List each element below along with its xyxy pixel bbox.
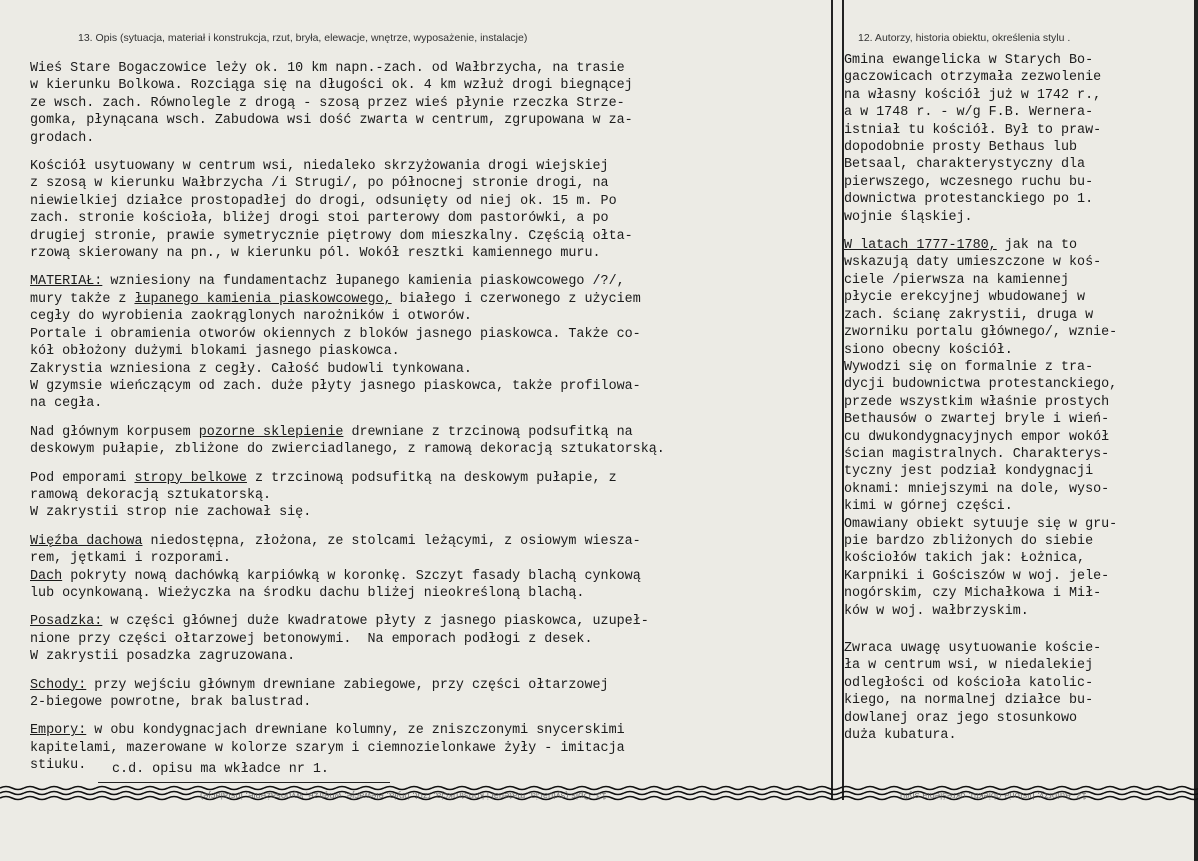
text-line: gomka, płynącana wsch. Zabudowa wsi dość zwarta w centrum, zgrupowana w za- — [30, 113, 633, 129]
text-line: zworniku portalu głównego/, wznie- — [844, 325, 1118, 341]
text-line: w kierunku Bolkowa. Rozciąga się na długości ok. 4 km wzłuż drogi biegnącej — [30, 78, 633, 94]
text-line — [30, 291, 830, 308]
text-run: mury także z — [30, 291, 135, 307]
text-line: Omawiany obiekt sytuuje się w gru- — [844, 516, 1118, 532]
text-line: nione przy części ołtarzowej betonowymi. Na emporach podłogi z desek. — [30, 631, 593, 647]
text-line — [30, 677, 830, 694]
text-line: downictwa protestanckiego po 1. — [844, 192, 1094, 208]
text-line: Wywodzi się on formalnie z tra- — [844, 359, 1094, 375]
text-run: Pod emporami — [30, 470, 135, 486]
paragraph-material — [30, 273, 830, 412]
text-line: na cegła. — [30, 396, 103, 412]
paragraph-roof — [30, 533, 830, 603]
text-line: zach. ścianę zakrystii, druga w — [844, 307, 1094, 323]
underlined-phrase: Empory: — [30, 723, 87, 739]
paragraph-stairs — [30, 677, 830, 712]
continuation-note: c.d. opisu ma wkładce nr 1. — [112, 762, 329, 777]
text-line: pie bardzo zbliżonych do siebie — [844, 533, 1094, 549]
paragraph-location — [30, 60, 830, 147]
text-line: a w 1748 r. - w/g F.B. Wernera- — [844, 105, 1094, 121]
text-line: ścian magistralnych. Charakterys- — [844, 446, 1110, 462]
paragraph-situation — [30, 158, 830, 262]
text-line: Bethausów o zwartej bryle i wień- — [844, 412, 1110, 428]
text-line: płycie erekcyjnej wbudowanej w — [844, 290, 1086, 306]
text-line: gaczowicach otrzymała zezwolenie — [844, 70, 1102, 86]
underlined-phrase: Więźba dachowa — [30, 533, 143, 549]
text-line: przede wszystkim właśnie prostych — [844, 394, 1110, 410]
text-run: niedostępna, złożona, ze stolcami leżącymi, z osiowym wieszа- — [142, 533, 641, 549]
underlined-phrase: pozorne sklepienie — [198, 424, 344, 440]
text-line: 2-biegowe powrotne, brak balustrad. — [30, 695, 312, 710]
history-column — [844, 52, 1196, 755]
text-line: deskowym pułapie, zbliżone do zwierciadlanego, z ramową dekoracją sztukatorską. — [30, 442, 665, 458]
text-line — [30, 273, 830, 290]
text-line: Gmina ewangelicka w Starych Bo- — [844, 53, 1094, 68]
continuation-underline — [98, 782, 390, 783]
text-line: kimi w górnej części. — [844, 499, 1013, 515]
text-line: ramową dekoracją sztukatorską. — [30, 487, 272, 503]
paragraph-ceilings — [30, 470, 830, 522]
text-run: Nad głównym korpusem — [30, 424, 199, 440]
text-line: cegły do wyrobienia zaokrąglonych narożników i otworów. — [30, 309, 472, 325]
text-line: Karpniki i Gościszów w woj. jele- — [844, 568, 1110, 584]
text-run: drewniane z trzcinową podsufitką na — [343, 424, 633, 440]
text-line: ła w centrum wsi, w niedalekiej — [844, 658, 1094, 674]
text-line: dycji budownictwa protestanckiego, — [844, 377, 1118, 393]
text-run: jak na to — [996, 238, 1078, 254]
text-line: kół obłożony dużymi blokami jasnego piaskowca. — [30, 344, 400, 360]
paragraph-vault — [30, 424, 830, 459]
text-line: wojnie śląskiej. — [844, 209, 973, 225]
text-line: dopodobnie prosty Bethaus lub — [844, 140, 1078, 156]
text-line: W zakrystii posadzka zagruzowana. — [30, 649, 296, 665]
material-label: MATERIAŁ: — [30, 274, 103, 290]
text-line: Wieś Stare Bogaczowice leży ok. 10 km napn.-zach. od Wałbrzycha, na trasie — [30, 61, 625, 76]
description-column — [30, 60, 830, 786]
text-line: zach. stronie kościoła, bliżej drogi stoi parterowy dom pastorówki, a po — [30, 211, 609, 227]
text-line: grodach. — [30, 130, 95, 146]
text-run: z trzcinową podsufitką na deskowym pułapie, z — [246, 470, 617, 486]
text-run: pokryty nową dachówką karpiówką w koronkę. Szczyt fasady blachą cynkową — [62, 568, 641, 584]
text-line: Zwraca uwagę usytuowanie koście- — [844, 641, 1102, 656]
text-line: W gzymsie wieńczącym od zach. duże płyty jasnego piaskowca, także profilowa- — [30, 378, 641, 394]
text-line: na własny kościół już w 1742 r., — [844, 87, 1102, 103]
paragraph-history-origin — [844, 52, 1196, 226]
underlined-phrase: W latach 1777-1780, — [844, 238, 997, 254]
text-line: kościołów takich jak: Łożnica, — [844, 551, 1086, 567]
underlined-phrase: Dach — [30, 568, 63, 584]
text-line: oknami: mniejszymi na dole, wyso- — [844, 481, 1110, 497]
text-run: białego i czerwonego z użyciem — [391, 291, 641, 307]
text-line — [30, 470, 830, 487]
text-line: duża kubatura. — [844, 728, 957, 744]
underlined-phrase: Posadzka: — [30, 614, 103, 630]
text-line: ków w woj. wałbrzyskim. — [844, 603, 1029, 619]
text-line: niewielkiej działce prostopadłej do drogi, odsunięty od niej ok. 15 m. Po — [30, 193, 617, 209]
text-run: przy wejściu głównym drewniane zabiegowe, przy części ołtarzowej — [86, 677, 609, 693]
text-line: stiuku. — [30, 758, 87, 774]
text-line — [30, 722, 830, 739]
text-line — [30, 568, 830, 585]
text-line: kiego, na normalnej działce bu- — [844, 693, 1094, 709]
mirrored-header-left: 13. Opis (sytuacja, materiał i konstrukcja, rzut, bryła, elewacje, wnętrze, wyposażenie, instalacje) — [200, 790, 607, 801]
text-line: kapitelami, mazerowane w kolorze szarym i ciemnozielonkawe żyły - imitacja — [30, 740, 625, 756]
text-line: pierwszego, wczesnego ruchu bu- — [844, 174, 1094, 190]
text-run: w części głównej duże kwadratowe płyty z jasnego piaskowca, uzupeł- — [102, 614, 649, 630]
text-line: siono obecny kościół. — [844, 342, 1013, 358]
paragraph-history-note — [844, 640, 1196, 744]
text-line: Kościół usytuowany w centrum wsi, niedaleko skrzyżowania drogi wiejskiej — [30, 159, 609, 175]
text-line: ciele /pierwsza na kamiennej — [844, 272, 1069, 288]
paragraph-history-construction — [844, 237, 1196, 620]
text-line: lub ocynkowaną. Wieżyczka na środku dachu bliżej nieokreśloną blachą. — [30, 585, 585, 601]
text-line: z szosą w kierunku Wałbrzycha /i Strugi/, po północnej stronie drogi, na — [30, 176, 609, 192]
underlined-phrase: stropy belkowe — [134, 470, 247, 486]
text-line: cu dwukondygnacyjnych empor wokół — [844, 429, 1110, 445]
text-run: wzniesiony na fundamentachz łupanego kamienia piaskowcowego /?/, — [102, 274, 625, 290]
text-line: tyczny jest podział kondygnacji — [844, 464, 1094, 480]
history-section-header: 12. Autorzy, historia obiektu, określenia stylu . — [858, 32, 1071, 44]
text-line: dowlanej oraz jego stosunkowo — [844, 710, 1078, 726]
paragraph-floor — [30, 613, 830, 665]
text-line: nogórskim, czy Michałkowa i Mił- — [844, 586, 1102, 602]
underlined-phrase: Schody: — [30, 677, 87, 693]
column-divider-left — [831, 0, 833, 800]
text-line: istniał tu kościół. Był to praw- — [844, 122, 1102, 138]
text-line — [30, 424, 830, 441]
text-line: ze wsch. zach. Równolegle z drogą - szosą przez wieś płynie rzeczka Strze- — [30, 95, 625, 111]
text-line: rzową skierowany na pn., w kierunku pól. Wokół resztki kamiennego muru. — [30, 246, 601, 262]
text-line: W zakrystii strop nie zachował się. — [30, 505, 312, 521]
mirrored-header-right: 12. Autorzy, historia obiektu, określenia stylu — [900, 790, 1087, 801]
text-line: Portale i obramienia otworów okiennych z bloków jasnego piaskowca. Także co- — [30, 326, 641, 342]
text-line — [30, 613, 830, 630]
text-line: odległości od kościoła katolic- — [844, 675, 1094, 691]
text-run: w obu kondygnacjach drewniane kolumny, ze zniszczonymi snycerskimi — [86, 723, 625, 739]
text-line: rem, jętkami i rozporami. — [30, 551, 231, 567]
description-section-header: 13. Opis (sytuacja, materiał i konstrukcja, rzut, bryła, elewacje, wnętrze, wyposażenie, instalacje) — [78, 32, 528, 44]
underlined-phrase: łupanego kamienia piaskowcowego, — [134, 291, 392, 307]
text-line — [844, 237, 1196, 254]
text-line: Zakrystia wzniesiona z cegły. Całość budowli tynkowana. — [30, 361, 472, 377]
text-line: drugiej stronie, prawie symetrycznie piętrowy dom mieszkalny. Częścią ołta- — [30, 228, 633, 244]
text-line: wskazują daty umieszczone w koś- — [844, 255, 1102, 271]
text-line — [30, 533, 830, 550]
text-line: Betsaal, charakterystyczny dla — [844, 157, 1086, 173]
